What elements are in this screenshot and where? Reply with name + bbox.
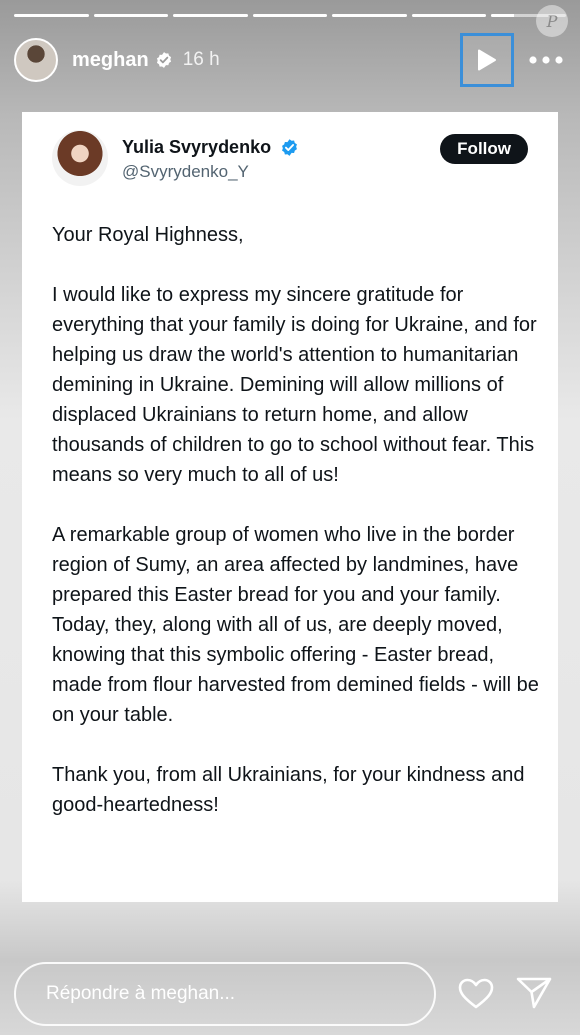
progress-fill [94, 14, 169, 17]
tweet-author-avatar [52, 130, 108, 186]
progress-fill [491, 14, 513, 17]
play-icon [476, 48, 498, 72]
progress-fill [14, 14, 89, 17]
tweet-paragraph: A remarkable group of women who live in the border region of Sumy, an area affected by landmines, have prepared this Easter bread for you and your family. Today, they, along with all of us, are deeply moved, knowing that this symbolic offering - Easter bread, made from flour harvested from demined fields - will be on your table. [52, 524, 539, 726]
tweet-paragraph: Your Royal Highness, [52, 224, 244, 246]
story-timestamp: 16 h [182, 49, 220, 70]
story-progress-bars [14, 14, 566, 17]
progress-segment [173, 14, 248, 17]
story-username[interactable]: meghan [72, 48, 149, 71]
play-button[interactable] [460, 33, 514, 87]
reply-input[interactable] [14, 962, 436, 1026]
follow-button: Follow [440, 134, 528, 164]
progress-segment [332, 14, 407, 17]
verified-badge-icon [155, 51, 173, 69]
more-dots-icon [529, 56, 563, 64]
progress-fill [412, 14, 487, 17]
progress-segment [14, 14, 89, 17]
send-icon[interactable] [516, 976, 552, 1010]
tweet-text [52, 220, 542, 850]
tweet-card [22, 112, 558, 902]
watermark-logo: P [536, 5, 568, 37]
more-options-button[interactable] [526, 45, 566, 75]
tweet-paragraph: I would like to express my sincere gratitude for everything that your family is doing for Ukraine, and for helping us draw the world's attention to humanitarian demining in Ukraine. Demining will allow millions of displaced Ukrainians to return home, and allow thousands of children to go to school without fear. This means so very much to all of us! [52, 284, 537, 486]
progress-fill [332, 14, 407, 17]
progress-segment [94, 14, 169, 17]
reply-placeholder: Répondre à meghan... [46, 983, 236, 1004]
progress-segment [412, 14, 487, 17]
tweet-handle: @Svyrydenko_Y [122, 162, 249, 181]
tweet-paragraph: Thank you, from all Ukrainians, for your kindness and good-heartedness! [52, 764, 525, 816]
profile-avatar[interactable] [14, 38, 58, 82]
progress-fill [253, 14, 328, 17]
heart-icon[interactable] [458, 978, 494, 1010]
progress-segment [253, 14, 328, 17]
story-header [14, 36, 566, 84]
verified-badge-icon [280, 138, 299, 157]
tweet-display-name: Yulia Svyrydenko [122, 137, 272, 157]
progress-fill [173, 14, 248, 17]
